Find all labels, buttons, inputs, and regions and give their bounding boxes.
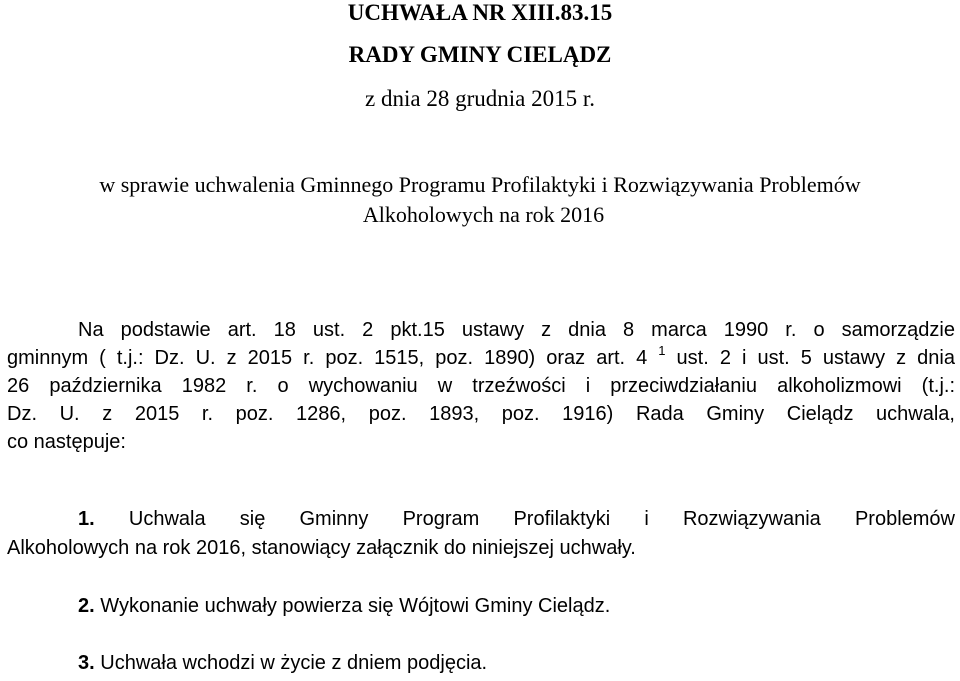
paragraph-2-number: 2. [78, 595, 95, 617]
preamble-line-2 [7, 343, 955, 370]
subject-line-2: Alkoholowych na rok 2016 [362, 202, 605, 227]
preamble-line-3: 26 października 1982 r. o wychowaniu w trzeźwości i przeciwdziałaniu alkoholizmowi (t.j.: [7, 375, 955, 397]
preamble-line-5: co następuje: [7, 431, 126, 453]
resolution-title: UCHWAŁA NR XIII.83.15 [347, 0, 613, 25]
council-name: RADY GMINY CIELĄDZ [348, 42, 612, 67]
preamble-line-4: Dz. U. z 2015 r. poz. 1286, poz. 1893, poz. 1916) Rada Gminy Cielądz uchwala, [7, 403, 955, 425]
paragraph-1-number: 1. [78, 508, 95, 530]
resolution-date: z dnia 28 grudnia 2015 r. [365, 86, 595, 111]
paragraph-1-text: Uchwala się Gminny Program Profilaktyki i Rozwiązywania Problemów [128, 508, 955, 530]
paragraph-3 [78, 651, 955, 675]
subject-line-1: w sprawie uchwalenia Gminnego Programu Profilaktyki i Rozwiązywania Problemów [99, 172, 861, 197]
paragraph-3-text: Uchwała wchodzi w życie z dniem podjęcia. [100, 652, 488, 674]
paragraph-3-number: 3. [78, 652, 95, 674]
preamble-line-1: Na podstawie art. 18 ust. 2 pkt.15 ustawy z dnia 8 marca 1990 r. o samorządzie [78, 319, 955, 341]
paragraph-2-text: Wykonanie uchwały powierza się Wójtowi Gminy Cielądz. [100, 595, 611, 617]
paragraph-2 [78, 594, 955, 618]
superscript-one: 1 [658, 343, 666, 358]
paragraph-1-line-2: Alkoholowych na rok 2016, stanowiący załącznik do niniejszej uchwały. [7, 537, 636, 559]
paragraph-1-line-1 [78, 507, 955, 531]
preamble-line-2-text: gminnym ( t.j.: Dz. U. z 2015 r. poz. 1515, poz. 1890) oraz art. 4 [7, 347, 659, 369]
preamble-line-2-rest: ust. 2 i ust. 5 ustawy z dnia [665, 347, 955, 369]
